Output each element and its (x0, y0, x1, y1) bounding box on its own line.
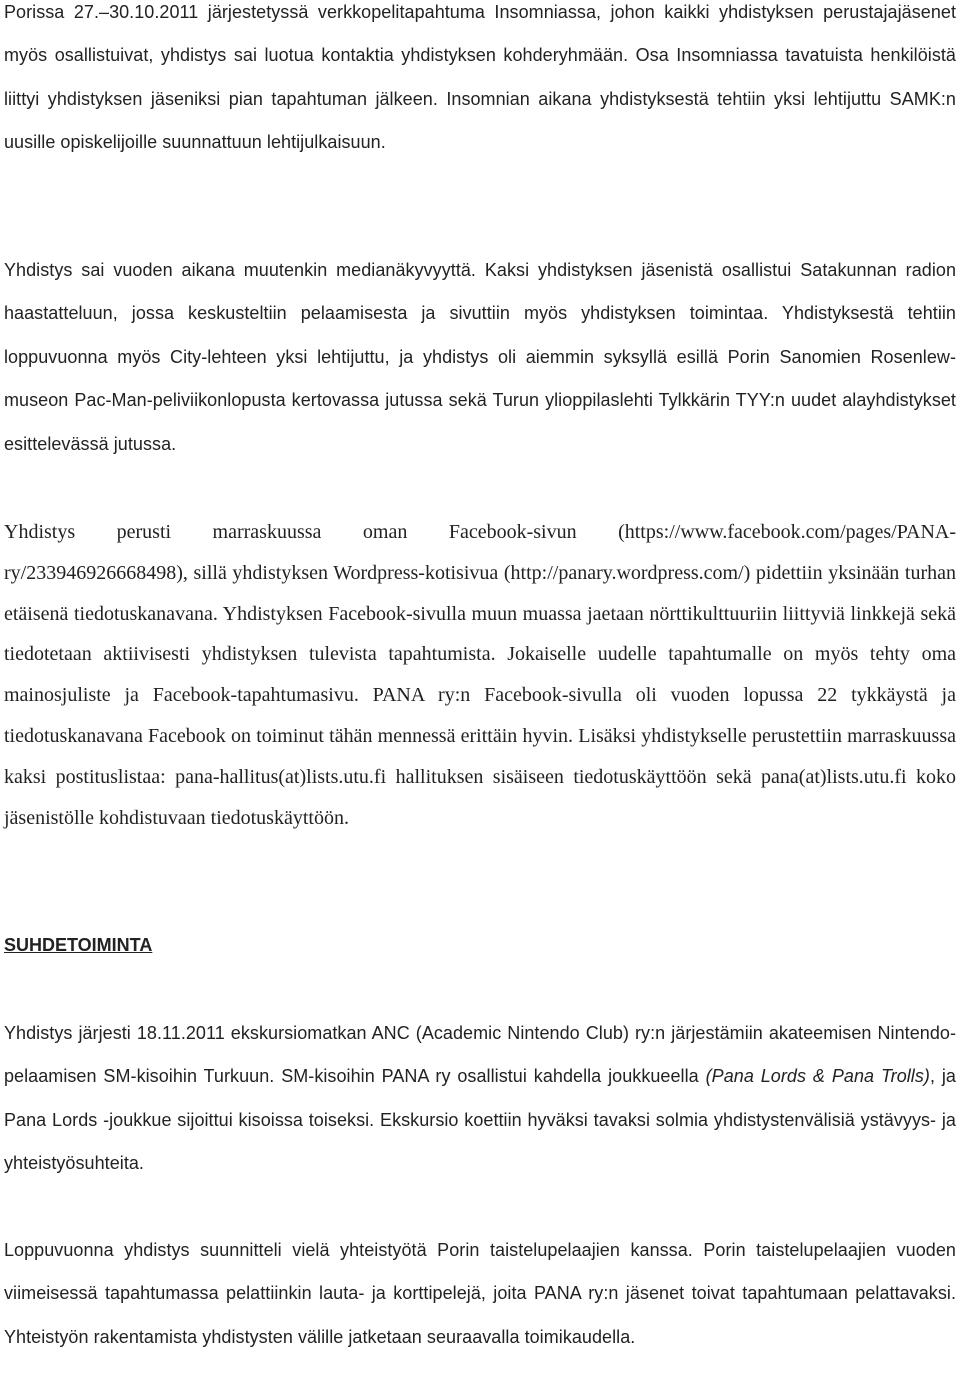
paragraph-media-visibility: Yhdistys sai vuoden aikana muutenkin medianäkyvyyttä. Kaksi yhdistyksen jäsenistä osallistui Satakunnan radion haastatteluun, jossa keskusteltiin pelaamisesta ja sivuttiin myös yhdistyksen toimintaa. Yhdistyksestä tehtiin loppuvuonna myös City-lehteen yksi lehtijuttu, ja yhdistys oli aiemmin syksyllä esillä Porin Sanomien Rosenlew-museon Pac-Man-peliviikonlopusta kertovassa jutussa sekä Turun ylioppilaslehti Tylkkärin TYY:n uudet alayhdistykset esittelevässä jutussa. (4, 260, 956, 454)
paragraph-insomnia: Porissa 27.–30.10.2011 järjestetyssä verkkopelitapahtuma Insomniassa, johon kaikki yhdistyksen perustajajäsenet myös osallistuivat, yhdistys sai luotua kontaktia yhdistyksen kohderyhmään. Osa Insomniassa tavatuista henkilöistä liittyi yhdistyksen jäseniksi pian tapahtuman jälkeen. Insomnian aikana yhdistyksestä tehtiin yksi lehtijuttu SAMK:n uusille opiskelijoille suunnattuun lehtijulkaisuun. (4, 2, 956, 153)
paragraph-excursion-text-b: , ja Pana Lords -joukkue sijoittui kisoissa toiseksi. Ekskursio koettiin hyväksi tavaksi solmia yhdistystenvälisiä ystävyys- ja yhteistyösuhteita. (4, 1066, 956, 1174)
paragraph-excursion (4, 1012, 956, 1186)
paragraph-facebook-page: Yhdistys perusti marraskuussa oman Facebook-sivun (https://www.facebook.com/pages/PANA-ry/233946926668498), sillä yhdistyksen Wordpress-kotisivua (http://panary.wordpress.com/) pidettiin yksinään turhan etäisenä tiedotuskanavana. Yhdistyksen Facebook-sivulla muun muassa jaetaan nörttikulttuuriin liittyviä linkkejä sekä tiedotetaan aktiivisesti yhdistyksen tulevista tapahtumista. Jokaiselle uudelle tapahtumalle on myös tehty oma mainosjuliste ja Facebook-tapahtumasivu. PANA ry:n Facebook-sivulla oli vuoden lopussa 22 tykkäystä ja tiedotuskanavana Facebook on toiminut tähän mennessä erittäin hyvin. Lisäksi yhdistykselle perustettiin marraskuussa kaksi postituslistaa: pana-hallitus(at)lists.utu.fi hallituksen sisäiseen tiedotuskäyttöön sekä pana(at)lists.utu.fi koko jäsenistölle kohdistuvaan tiedotuskäyttöön. (4, 521, 956, 829)
paragraph-cooperation: Loppuvuonna yhdistys suunnitteli vielä yhteistyötä Porin taistelupelaajien kanssa. Porin taistelupelaajien vuoden viimeisessä tapahtumassa pelattiinkin lauta- ja korttipelejä, joita PANA ry:n jäsenet toivat tapahtumaan pelattavaksi. Yhteistyön rakentamista yhdistysten välille jatketaan seuraavalla toimikaudella. (4, 1240, 956, 1347)
section-heading-suhdetoiminta: SUHDETOIMINTA (4, 935, 153, 955)
team-names: (Pana Lords & Pana Trolls) (705, 1066, 930, 1087)
paragraph-excursion-text-a: Yhdistys järjesti 18.11.2011 ekskursiomatkan ANC (Academic Nintendo Club) ry:n järjestämiin akateemisen Nintendo-pelaamisen SM-kisoihin Turkuun. SM-kisoihin PANA ry osallistui kahdella joukkueella (4, 1023, 956, 1087)
